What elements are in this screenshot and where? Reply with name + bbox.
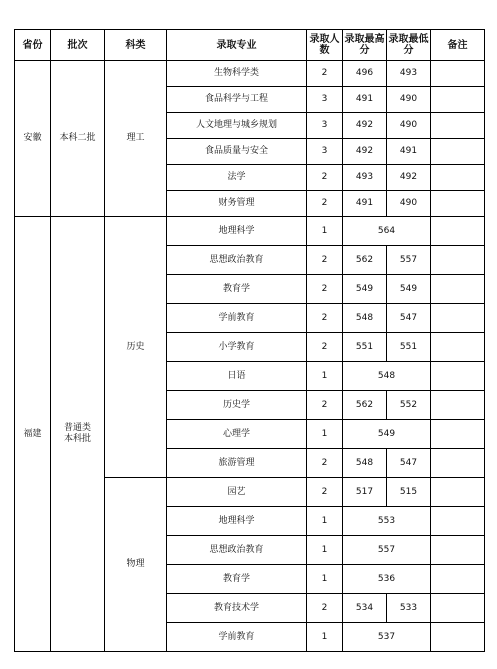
high-score-cell: 549 (343, 275, 387, 304)
major-cell: 人文地理与城乡规划 (167, 113, 307, 139)
high-score-cell: 562 (343, 391, 387, 420)
low-score-cell: 547 (387, 304, 431, 333)
category-cell: 历史 (105, 217, 167, 478)
low-score-cell: 515 (387, 478, 431, 507)
count-cell: 2 (307, 391, 343, 420)
remark-cell (431, 113, 485, 139)
low-score-cell: 551 (387, 333, 431, 362)
header-high: 录取最高分 (343, 30, 387, 61)
score-cell: 548 (343, 362, 431, 391)
score-cell: 549 (343, 420, 431, 449)
high-score-cell: 492 (343, 113, 387, 139)
batch-cell: 普通类 本科批 (51, 217, 105, 652)
low-score-cell: 490 (387, 113, 431, 139)
major-cell: 法学 (167, 165, 307, 191)
remark-cell (431, 565, 485, 594)
score-cell: 564 (343, 217, 431, 246)
high-score-cell: 548 (343, 449, 387, 478)
major-cell: 食品科学与工程 (167, 87, 307, 113)
category-cell: 物理 (105, 478, 167, 652)
count-cell: 2 (307, 594, 343, 623)
major-cell: 学前教育 (167, 304, 307, 333)
province-cell: 福建 (15, 217, 51, 652)
count-cell: 2 (307, 165, 343, 191)
count-cell: 3 (307, 139, 343, 165)
header-major: 录取专业 (167, 30, 307, 61)
high-score-cell: 534 (343, 594, 387, 623)
remark-cell (431, 536, 485, 565)
remark-cell (431, 623, 485, 652)
score-cell: 537 (343, 623, 431, 652)
low-score-cell: 533 (387, 594, 431, 623)
high-score-cell: 492 (343, 139, 387, 165)
major-cell: 园艺 (167, 478, 307, 507)
low-score-cell: 557 (387, 246, 431, 275)
high-score-cell: 496 (343, 61, 387, 87)
count-cell: 3 (307, 87, 343, 113)
table-row (15, 61, 485, 87)
header-count: 录取人数 (307, 30, 343, 61)
high-score-cell: 551 (343, 333, 387, 362)
remark-cell (431, 246, 485, 275)
count-cell: 2 (307, 61, 343, 87)
major-cell: 思想政治教育 (167, 536, 307, 565)
major-cell: 地理科学 (167, 217, 307, 246)
score-cell: 553 (343, 507, 431, 536)
remark-cell (431, 594, 485, 623)
count-cell: 2 (307, 275, 343, 304)
remark-cell (431, 507, 485, 536)
high-score-cell: 548 (343, 304, 387, 333)
score-cell: 536 (343, 565, 431, 594)
remark-cell (431, 449, 485, 478)
low-score-cell: 490 (387, 191, 431, 217)
remark-cell (431, 275, 485, 304)
major-cell: 教育技术学 (167, 594, 307, 623)
major-cell: 旅游管理 (167, 449, 307, 478)
header-province: 省份 (15, 30, 51, 61)
province-cell: 安徽 (15, 61, 51, 217)
count-cell: 1 (307, 623, 343, 652)
major-cell: 财务管理 (167, 191, 307, 217)
category-cell: 理工 (105, 61, 167, 217)
count-cell: 2 (307, 478, 343, 507)
remark-cell (431, 87, 485, 113)
major-cell: 生物科学类 (167, 61, 307, 87)
count-cell: 2 (307, 333, 343, 362)
major-cell: 教育学 (167, 565, 307, 594)
major-cell: 心理学 (167, 420, 307, 449)
score-cell: 557 (343, 536, 431, 565)
table-row (15, 217, 485, 246)
major-cell: 教育学 (167, 275, 307, 304)
count-cell: 2 (307, 191, 343, 217)
high-score-cell: 491 (343, 191, 387, 217)
count-cell: 3 (307, 113, 343, 139)
count-cell: 2 (307, 304, 343, 333)
low-score-cell: 490 (387, 87, 431, 113)
major-cell: 食品质量与安全 (167, 139, 307, 165)
remark-cell (431, 139, 485, 165)
count-cell: 1 (307, 362, 343, 391)
header-remark: 备注 (431, 30, 485, 61)
header-batch: 批次 (51, 30, 105, 61)
major-cell: 历史学 (167, 391, 307, 420)
low-score-cell: 552 (387, 391, 431, 420)
low-score-cell: 549 (387, 275, 431, 304)
header-row (15, 30, 485, 61)
remark-cell (431, 420, 485, 449)
header-category: 科类 (105, 30, 167, 61)
count-cell: 1 (307, 565, 343, 594)
high-score-cell: 493 (343, 165, 387, 191)
major-cell: 思想政治教育 (167, 246, 307, 275)
count-cell: 1 (307, 536, 343, 565)
remark-cell (431, 391, 485, 420)
low-score-cell: 547 (387, 449, 431, 478)
high-score-cell: 517 (343, 478, 387, 507)
count-cell: 1 (307, 420, 343, 449)
remark-cell (431, 362, 485, 391)
remark-cell (431, 478, 485, 507)
major-cell: 日语 (167, 362, 307, 391)
high-score-cell: 491 (343, 87, 387, 113)
remark-cell (431, 61, 485, 87)
major-cell: 小学教育 (167, 333, 307, 362)
remark-cell (431, 217, 485, 246)
major-cell: 地理科学 (167, 507, 307, 536)
batch-cell: 本科二批 (51, 61, 105, 217)
remark-cell (431, 165, 485, 191)
admission-table (14, 29, 485, 652)
high-score-cell: 562 (343, 246, 387, 275)
count-cell: 2 (307, 246, 343, 275)
count-cell: 1 (307, 507, 343, 536)
low-score-cell: 491 (387, 139, 431, 165)
major-cell: 学前教育 (167, 623, 307, 652)
low-score-cell: 493 (387, 61, 431, 87)
header-low: 录取最低分 (387, 30, 431, 61)
remark-cell (431, 304, 485, 333)
remark-cell (431, 333, 485, 362)
count-cell: 2 (307, 449, 343, 478)
count-cell: 1 (307, 217, 343, 246)
remark-cell (431, 191, 485, 217)
low-score-cell: 492 (387, 165, 431, 191)
